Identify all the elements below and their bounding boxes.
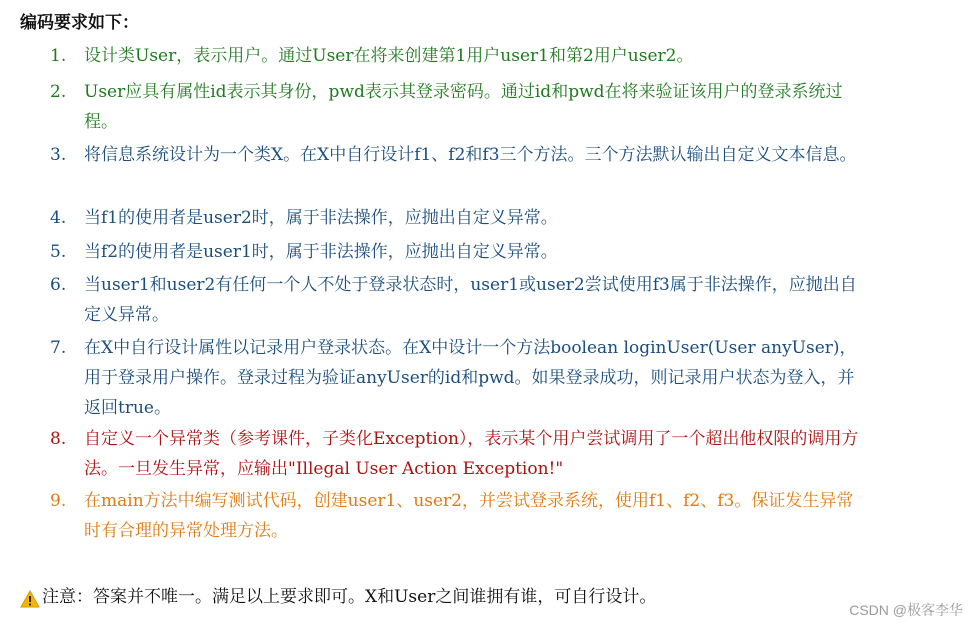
list-item-text: 当f2的使用者是user1时，属于非法操作，应抛出自定义异常。: [84, 242, 558, 262]
list-item-number: 6.: [50, 275, 67, 295]
list-item-text: 在X中自行设计属性以记录用户登录状态。在X中设计一个方法boolean loginUser(User anyUser)，用于登录用户操作。登录过程为验证anyUser的id和pwd。如果登录成功，则记录用户状态为登入，并返回true。: [84, 338, 857, 418]
list-item-number: 1.: [50, 46, 67, 66]
note-text: 注意：答案并不唯一。满足以上要求即可。X和User之间谁拥有谁，可自行设计。: [42, 587, 657, 607]
list-item: [50, 203, 870, 233]
list-item: [50, 333, 870, 423]
list-item-number: 2.: [50, 82, 67, 102]
list-item-text: 在main方法中编写测试代码，创建user1、user2，并尝试登录系统，使用f1、f2、f3。保证发生异常时有合理的异常处理方法。: [84, 491, 854, 541]
note: [20, 582, 656, 612]
list-item: [50, 270, 870, 330]
list-item: [50, 77, 870, 137]
list-item-number: 4.: [50, 208, 67, 228]
list-item: [50, 41, 870, 71]
list-item: [50, 237, 870, 267]
list-item-text: 自定义一个异常类（参考课件，子类化Exception），表示某个用户尝试调用了一个超出他权限的调用方法。一旦发生异常，应输出"Illegal User Action Exception!": [84, 429, 859, 479]
list-item-number: 5.: [50, 242, 67, 262]
watermark: CSDN @极客李华: [849, 602, 963, 618]
list-item-number: 3.: [50, 145, 67, 165]
list-item-text: 将信息系统设计为一个类X。在X中自行设计f1、f2和f3三个方法。三个方法默认输出自定义文本信息。: [84, 145, 857, 165]
list-item-number: 7.: [50, 338, 67, 358]
list-item-text: User应具有属性id表示其身份，pwd表示其登录密码。通过id和pwd在将来验证该用户的登录系统过程。: [84, 82, 843, 132]
list-item: [50, 424, 870, 484]
list-item-number: 8.: [50, 429, 67, 449]
list-item: [50, 140, 870, 170]
list-item-text: 设计类User，表示用户。通过User在将来创建第1用户user1和第2用户user2。: [84, 46, 694, 66]
list-item-text: 当f1的使用者是user2时，属于非法操作，应抛出自定义异常。: [84, 208, 558, 228]
warning-icon: [20, 588, 40, 606]
list-item-text: 当user1和user2有任何一个人不处于登录状态时，user1或user2尝试使用f3属于非法操作，应抛出自定义异常。: [84, 275, 857, 325]
list-item-number: 9.: [50, 491, 67, 511]
list-item: [50, 486, 870, 546]
heading: 编码要求如下：: [20, 13, 139, 33]
